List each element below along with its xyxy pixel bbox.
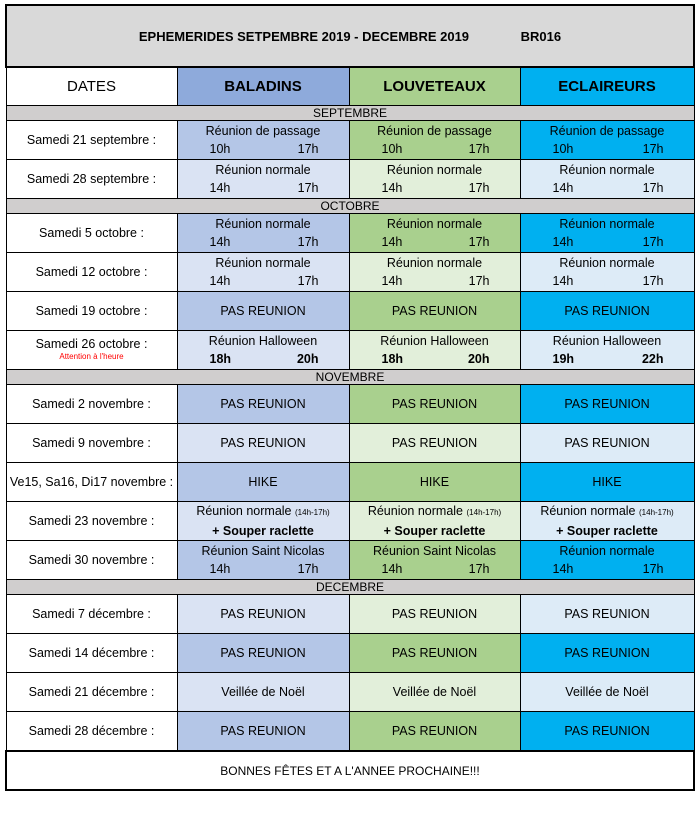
row-date: Ve15, Sa16, Di17 novembre :	[6, 463, 177, 502]
start-time: 14h	[381, 181, 403, 195]
end-time: 17h	[642, 142, 664, 156]
title-cell	[6, 5, 694, 67]
month-label: DECEMBRE	[6, 580, 694, 595]
baladins-cell: PAS REUNION	[177, 292, 349, 331]
eclaireurs-cell	[520, 160, 694, 199]
louveteaux-cell	[349, 331, 520, 370]
event-label: Réunion de passage	[205, 124, 321, 138]
row-date: Samedi 28 septembre :	[6, 160, 177, 199]
louveteaux-cell: PAS REUNION	[349, 712, 520, 752]
row-date-label: Samedi 26 octobre :	[35, 337, 148, 351]
end-time: 17h	[297, 142, 319, 156]
start-time: 14h	[552, 181, 574, 195]
table-row	[6, 121, 694, 160]
event-label: Réunion normale	[540, 504, 636, 518]
start-time: 14h	[209, 235, 231, 249]
table-row	[6, 634, 694, 673]
row-date: Samedi 21 décembre :	[6, 673, 177, 712]
table-row	[6, 673, 694, 712]
baladins-cell: PAS REUNION	[177, 595, 349, 634]
event-label: Réunion normale	[559, 163, 655, 177]
table-row	[6, 292, 694, 331]
event-label: Réunion Halloween	[552, 334, 662, 348]
louveteaux-cell: PAS REUNION	[349, 424, 520, 463]
table-row	[6, 712, 694, 752]
month-row-september	[6, 106, 694, 121]
event-label: Réunion normale	[386, 163, 483, 177]
baladins-cell	[177, 253, 349, 292]
start-time: 18h	[209, 352, 232, 366]
event-label: Réunion Saint Nicolas	[373, 544, 496, 558]
event-label: Réunion normale	[386, 217, 483, 231]
baladins-cell: PAS REUNION	[177, 634, 349, 673]
start-time: 14h	[209, 181, 231, 195]
baladins-cell: Veillée de Noël	[177, 673, 349, 712]
table-row	[6, 160, 694, 199]
sheet-code: BR016	[520, 28, 562, 44]
month-row-october	[6, 199, 694, 214]
eclaireurs-cell	[520, 253, 694, 292]
eclaireurs-cell: Veillée de Noël	[520, 673, 694, 712]
eclaireurs-cell: PAS REUNION	[520, 595, 694, 634]
footer-message: BONNES FÊTES ET A L'ANNEE PROCHAINE!!!	[6, 751, 694, 790]
row-date: Samedi 2 novembre :	[6, 385, 177, 424]
event-label: Réunion normale	[215, 217, 311, 231]
eclaireurs-cell: PAS REUNION	[520, 292, 694, 331]
louveteaux-cell	[349, 253, 520, 292]
start-time: 14h	[552, 235, 574, 249]
month-label: OCTOBRE	[6, 199, 694, 214]
header-dates: DATES	[6, 67, 177, 106]
eclaireurs-cell: PAS REUNION	[520, 712, 694, 752]
baladins-cell: PAS REUNION	[177, 712, 349, 752]
event-label: Réunion Halloween	[380, 334, 489, 348]
end-time: 22h	[641, 352, 664, 366]
row-date: Samedi 14 décembre :	[6, 634, 177, 673]
end-time: 17h	[297, 274, 319, 288]
month-row-december	[6, 580, 694, 595]
eclaireurs-cell: PAS REUNION	[520, 424, 694, 463]
end-time: 17h	[468, 274, 490, 288]
baladins-cell	[177, 121, 349, 160]
louveteaux-cell: PAS REUNION	[349, 385, 520, 424]
eclaireurs-cell	[520, 121, 694, 160]
table-row	[6, 385, 694, 424]
end-time: 17h	[468, 562, 490, 576]
baladins-cell	[177, 541, 349, 580]
row-date: Samedi 21 septembre :	[6, 121, 177, 160]
end-time: 17h	[642, 181, 664, 195]
table-row	[6, 463, 694, 502]
start-time: 14h	[209, 562, 231, 576]
event-label: Réunion normale	[386, 256, 483, 270]
row-date	[6, 331, 177, 370]
event-label: Réunion normale	[559, 256, 655, 270]
eclaireurs-cell: PAS REUNION	[520, 634, 694, 673]
baladins-cell: HIKE	[177, 463, 349, 502]
table-row	[6, 214, 694, 253]
event-label: Réunion normale	[559, 217, 655, 231]
event-label: Réunion Halloween	[208, 334, 318, 348]
row-date: Samedi 9 novembre :	[6, 424, 177, 463]
baladins-cell	[177, 502, 349, 541]
event-label: Réunion normale	[559, 544, 655, 558]
table-row	[6, 595, 694, 634]
schedule-table	[5, 4, 695, 791]
start-time: 10h	[381, 142, 403, 156]
baladins-cell: PAS REUNION	[177, 424, 349, 463]
louveteaux-cell: PAS REUNION	[349, 292, 520, 331]
end-time: 20h	[296, 352, 319, 366]
start-time: 18h	[381, 352, 404, 366]
event-label: Réunion Saint Nicolas	[201, 544, 325, 558]
month-label: SEPTEMBRE	[6, 106, 694, 121]
louveteaux-cell	[349, 160, 520, 199]
end-time: 17h	[468, 181, 490, 195]
header-row	[6, 67, 694, 106]
table-row	[6, 253, 694, 292]
louveteaux-cell: HIKE	[349, 463, 520, 502]
event-extra: + Souper raclette	[212, 524, 314, 538]
header-louveteaux: LOUVETEAUX	[349, 67, 520, 106]
louveteaux-cell: PAS REUNION	[349, 595, 520, 634]
end-time: 17h	[297, 235, 319, 249]
start-time: 10h	[552, 142, 574, 156]
row-date: Samedi 5 octobre :	[6, 214, 177, 253]
row-date: Samedi 12 octobre :	[6, 253, 177, 292]
end-time: 17h	[468, 142, 490, 156]
end-time: 17h	[642, 562, 664, 576]
header-baladins: BALADINS	[177, 67, 349, 106]
start-time: 14h	[552, 274, 574, 288]
end-time: 17h	[297, 562, 319, 576]
row-date: Samedi 30 novembre :	[6, 541, 177, 580]
eclaireurs-cell	[520, 331, 694, 370]
end-time: 17h	[642, 274, 664, 288]
event-label: Réunion normale	[196, 504, 292, 518]
eclaireurs-cell	[520, 214, 694, 253]
event-label: Réunion normale	[215, 163, 311, 177]
eclaireurs-cell	[520, 502, 694, 541]
row-date: Samedi 7 décembre :	[6, 595, 177, 634]
louveteaux-cell: PAS REUNION	[349, 634, 520, 673]
start-time: 14h	[381, 274, 403, 288]
end-time: 17h	[297, 181, 319, 195]
event-hours: (14h-17h)	[466, 508, 502, 517]
month-label: NOVEMBRE	[6, 370, 694, 385]
louveteaux-cell: Veillée de Noël	[349, 673, 520, 712]
end-time: 17h	[642, 235, 664, 249]
row-date: Samedi 23 novembre :	[6, 502, 177, 541]
table-row	[6, 541, 694, 580]
ephemerides-sheet	[5, 4, 693, 791]
footer-row	[6, 751, 694, 790]
event-hours: (14h-17h)	[295, 508, 330, 517]
baladins-cell	[177, 160, 349, 199]
baladins-cell	[177, 214, 349, 253]
end-time: 17h	[468, 235, 490, 249]
event-label: Réunion de passage	[549, 124, 665, 138]
event-extra: + Souper raclette	[556, 524, 658, 538]
row-date: Samedi 19 octobre :	[6, 292, 177, 331]
start-time: 19h	[552, 352, 575, 366]
month-row-november	[6, 370, 694, 385]
event-label: Réunion normale	[215, 256, 311, 270]
event-hours: (14h-17h)	[639, 508, 674, 517]
end-time: 20h	[467, 352, 490, 366]
eclaireurs-cell	[520, 541, 694, 580]
table-row	[6, 502, 694, 541]
eclaireurs-cell: HIKE	[520, 463, 694, 502]
table-row	[6, 424, 694, 463]
header-eclaireurs: ECLAIREURS	[520, 67, 694, 106]
start-time: 14h	[381, 235, 403, 249]
louveteaux-cell	[349, 541, 520, 580]
event-extra: + Souper raclette	[383, 524, 486, 538]
louveteaux-cell	[349, 214, 520, 253]
eclaireurs-cell: PAS REUNION	[520, 385, 694, 424]
baladins-cell	[177, 331, 349, 370]
title-row	[6, 5, 694, 67]
warning-note: Attention à l'heure	[59, 352, 124, 361]
baladins-cell: PAS REUNION	[177, 385, 349, 424]
event-label: Réunion de passage	[377, 124, 492, 138]
sheet-title: EPHEMERIDES SETPEMBRE 2019 - DECEMBRE 2019	[138, 28, 470, 44]
start-time: 14h	[381, 562, 403, 576]
louveteaux-cell	[349, 502, 520, 541]
row-date: Samedi 28 décembre :	[6, 712, 177, 752]
start-time: 14h	[552, 562, 574, 576]
louveteaux-cell	[349, 121, 520, 160]
start-time: 10h	[209, 142, 231, 156]
event-label: Réunion normale	[367, 504, 464, 518]
start-time: 14h	[209, 274, 231, 288]
table-row	[6, 331, 694, 370]
